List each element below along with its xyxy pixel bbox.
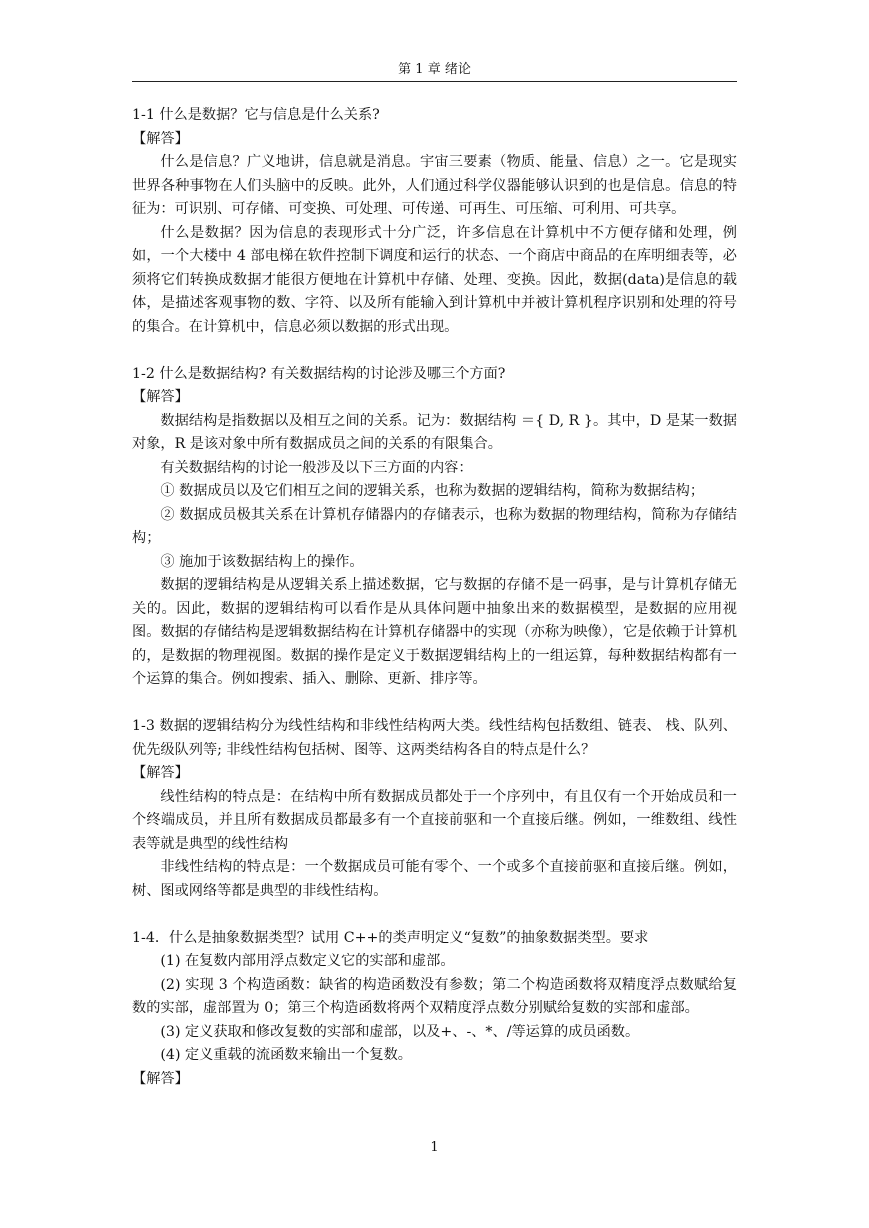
- question-2-list-item-2: ② 数据成员极其关系在计算机存储器内的存储表示，也称为数据的物理结构，简称为存储结构；: [132, 506, 737, 546]
- question-4-section: [132, 927, 737, 1092]
- question-2-paragraph-2: 有关数据结构的讨论一般涉及以下三方面的内容：: [160, 459, 473, 476]
- section-gap: [132, 903, 737, 927]
- question-1-paragraph-1: 什么是信息？广义地讲，信息就是消息。宇宙三要素（物质、能量、信息）之一。它是现实世界各种事物在人们头脑中的反映。此外，人们通过科学仪器能够认识到的也是信息。信息的特征为：可识别、可存储、可变换、可处理、可传递、可再生、可压缩、可利用、可共享。: [132, 154, 737, 217]
- header-rule: [132, 81, 737, 82]
- question-4-requirement-4: (4) 定义重载的流函数来输出一个复数。: [160, 1047, 412, 1063]
- section-gap: [132, 339, 737, 363]
- question-2-title: 1-2 什么是数据结构? 有关数据结构的讨论涉及哪三个方面?: [132, 365, 506, 382]
- question-2-section: [132, 363, 737, 692]
- section-gap: [132, 692, 737, 716]
- question-2-paragraph-3: 数据的逻辑结构是从逻辑关系上描述数据，它与数据的存储不是一码事，是与计算机存储无关的。因此，数据的逻辑结构可以看作是从具体问题中抽象出来的数据模型，是数据的应用视图。数据的存储结构是逻辑数据结构在计算机存储器中的实现（亦称为映像），它是依赖于计算机的，是数据的物理视图。数据的操作是定义于数据逻辑结构上的一组运算，每种数据结构都有一个运算的集合。例如搜索、插入、删除、更新、排序等。: [132, 577, 737, 687]
- question-4-title: 1-4．什么是抽象数据类型？试用 C++的类声明定义“复数”的抽象数据类型。要求: [132, 929, 649, 946]
- question-3-section: [132, 715, 737, 903]
- question-3-answer-label: 【解答】: [132, 765, 189, 781]
- running-header: 第 1 章 绪论: [398, 62, 471, 77]
- question-2-paragraph-1: 数据结构是指数据以及相互之间的关系。记为：数据结构 ＝{ D, R }。其中，D 是某一数据对象，R 是该对象中所有数据成员之间的关系的有限集合。: [132, 412, 737, 452]
- question-4-requirement-3: (3) 定义获取和修改复数的实部和虚部，以及+、-、*、/等运算的成员函数。: [160, 1023, 640, 1040]
- question-2-list-item-3: ③ 施加于该数据结构上的操作。: [160, 553, 364, 570]
- question-1-answer-label: 【解答】: [132, 130, 189, 147]
- question-1-paragraph-2: 什么是数据？因为信息的表现形式十分广泛，许多信息在计算机中不方便存储和处理，例如，一个大楼中 4 部电梯在软件控制下调度和运行的状态、一个商店中商品的在库明细表等，必须将它们转换成数据才能很方便地在计算机中存储、处理、变换。因此，数据(data)是信息的载体，是描述客观事物的数、字符、以及所有能输入到计算机中并被计算机程序识别和处理的符号的集合。在计算机中，信息必须以数据的形式出现。: [132, 224, 737, 335]
- question-2-answer-label: 【解答】: [132, 389, 189, 405]
- question-3-paragraph-1: 线性结构的特点是：在结构中所有数据成员都处于一个序列中，有且仅有一个开始成员和一个终端成员，并且所有数据成员都最多有一个直接前驱和一个直接后继。例如，一维数组、线性表等就是典型的线性结构: [132, 788, 737, 852]
- page-content: [132, 104, 737, 1091]
- question-1-section: [132, 104, 737, 339]
- question-4-answer-label: 【解答】: [132, 1070, 189, 1087]
- question-2-list-item-1: ① 数据成员以及它们相互之间的逻辑关系，也称为数据的逻辑结构，简称为数据结构；: [160, 483, 705, 499]
- page-number: 1: [430, 1140, 439, 1155]
- question-4-requirement-2: (2) 实现 3 个构造函数：缺省的构造函数没有参数；第二个构造函数将双精度浮点数赋给复数的实部，虚部置为 0；第三个构造函数将两个双精度浮点数分别赋给复数的实部和虚部。: [132, 976, 737, 1016]
- question-1-title: 1-1 什么是数据？它与信息是什么关系?: [132, 107, 380, 123]
- question-4-requirement-1: (1) 在复数内部用浮点数定义它的实部和虚部。: [160, 953, 455, 969]
- question-3-paragraph-2: 非线性结构的特点是：一个数据成员可能有零个、一个或多个直接前驱和直接后继。例如，树、图或网络等都是典型的非线性结构。: [132, 859, 737, 899]
- question-3-title: 1-3 数据的逻辑结构分为线性结构和非线性结构两大类。线性结构包括数组、链表、 栈、队列、优先级队列等; 非线性结构包括树、图等、这两类结构各自的特点是什么？: [132, 718, 737, 758]
